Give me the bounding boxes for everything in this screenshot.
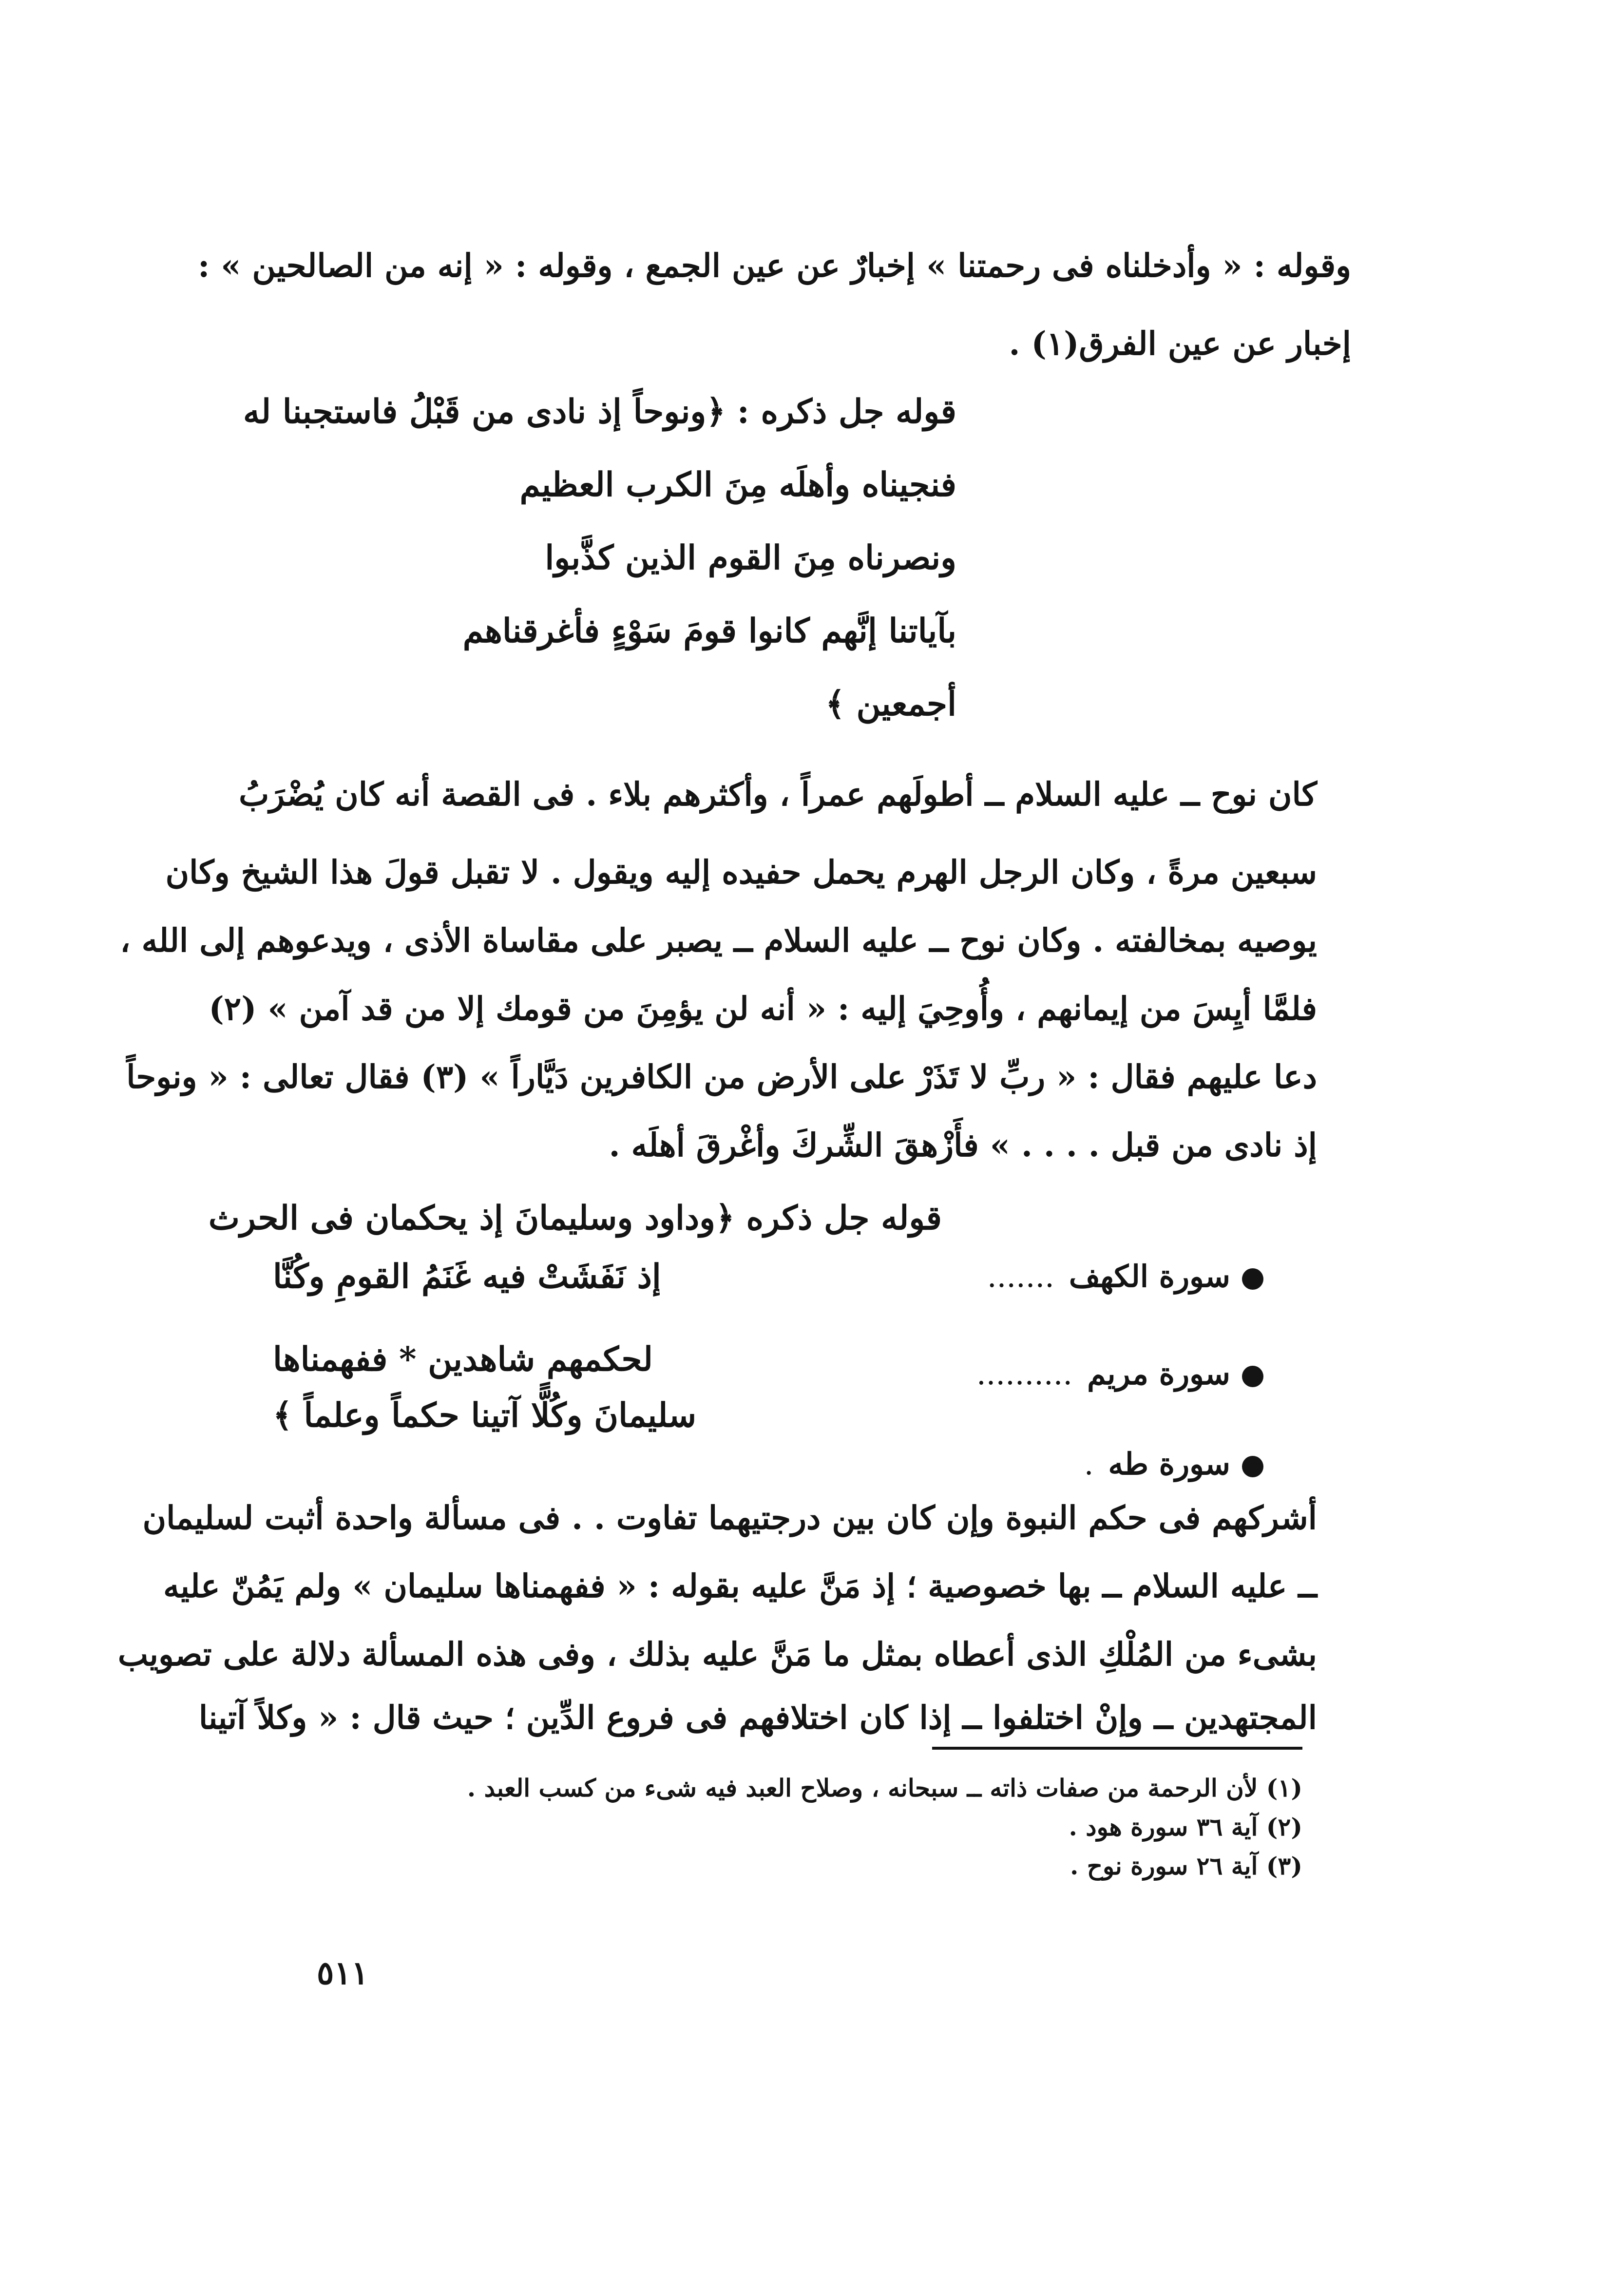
para2-line-4: المجتهدين ــ وإنْ اختلفوا ــ إذا كان اختلافهم فى فروع الدِّين ؛ حيث قال : « وكلاً آتينا (198, 1699, 1317, 1737)
para1-line-1: كان نوح ــ عليه السلام ــ أطولَهم عمراً ، وأكثرهم بلاء . فى القصة أنه كان يُضْرَبُ (239, 775, 1317, 813)
toc-item-label: سورة الكهف (1069, 1259, 1230, 1294)
para1-line-2: سبعين مرةً ، وكان الرجل الهرم يحمل حفيده إليه ويقول . لا تقبل قولَ هذا الشيخ وكان (165, 853, 1317, 891)
toc-item-taha (1084, 1442, 1263, 1486)
para1-line-5: دعا عليهم فقال : « ربِّ لا تَذَرْ على الأرض من الكافرين دَيَّاراً » (٣) فقال تعالى : « ونوحاً (126, 1058, 1317, 1096)
intro-line-1: وقوله : « وأدخلناه فى رحمتنا » إخبارٌ عن عين الجمع ، وقوله : « إنه من الصالحين » : (197, 247, 1351, 285)
intro-line-2: إخبار عن عين الفرق(١) . (1009, 325, 1351, 363)
footnote-1: (١) لأن الرحمة من صفات ذاته ــ سبحانه ، وصلاح العبد فيه شىء من كسب العبد . (467, 1774, 1302, 1802)
verse2-line-2: لحكمهم شاهدين * ففهمناها (273, 1340, 653, 1379)
bullet-icon (1242, 1268, 1263, 1290)
verse2-head: قوله جل ذكره ﴿وداود وسليمانَ إذ يحكمان فى الحرث (208, 1199, 942, 1238)
para1-line-3: يوصيه بمخالفته . وكان نوح ــ عليه السلام ــ يصبر على مقاساة الأذى ، ويدعوهم إلى الله ، (120, 921, 1317, 959)
page-number: ٥١١ (317, 1954, 369, 1992)
para1-line-4: فلمَّا أيِسَ من إيمانهم ، وأُوحِيَ إليه : « أنه لن يؤمِنَ من قومك إلا من قد آمن » (٢) (209, 990, 1317, 1028)
para2-line-1: أشركهم فى حكم النبوة وإن كان بين درجتيهما تفاوت . . فى مسألة واحدة أثبت لسليمان (142, 1499, 1317, 1537)
verse-line-1: قوله جل ذكره : ﴿ونوحاً إذ نادى من قَبْلُ فاستجبنا له (243, 392, 956, 431)
bullet-icon (1242, 1456, 1263, 1477)
footnote-2: (٢) آية ٣٦ سورة هود . (1069, 1813, 1302, 1841)
verse2-line-1: إذ نَفَشَتْ فيه غَنَمُ القومِ وكُنَّا (273, 1257, 661, 1296)
footnote-separator (932, 1747, 1302, 1750)
leader-dots: ....... (987, 1259, 1054, 1294)
para2-line-3: بشىء من المُلْكِ الذى أعطاه بمثل ما مَنَّ عليه بذلك ، وفى هذه المسألة دلالة على تصويب (117, 1635, 1317, 1673)
verse-line-4: بآياتنا إنَّهم كانوا قومَ سَوْءٍ فأغرقناهم (462, 611, 956, 650)
para1-line-6: إذ نادى من قبل . . . . » فأَزْهقَ الشِّركَ وأغْرقَ أهلَه . (609, 1126, 1317, 1164)
toc-item-label: سورة طه (1108, 1446, 1230, 1482)
toc-item-maryam (976, 1352, 1263, 1396)
toc-item-kahf (987, 1255, 1263, 1298)
footnote-3: (٣) آية ٢٦ سورة نوح . (1070, 1852, 1302, 1880)
para2-line-2: ــ عليه السلام ــ بها خصوصية ؛ إذ مَنَّ عليه بقوله : « ففهمناها سليمان » ولم يَمُنّ عليه (163, 1567, 1317, 1605)
bullet-icon (1242, 1366, 1263, 1387)
verse-line-5: أجمعين ﴾ (825, 685, 956, 724)
verse-line-2: فنجيناه وأهلَه مِنَ الكرب العظيم (519, 465, 956, 504)
leader-dots: . (1084, 1446, 1094, 1482)
toc-item-label: سورة مريم (1087, 1356, 1230, 1392)
verse2-line-3: سليمانَ وكُلًّا آتينا حكماً وعلماً ﴾ (273, 1396, 697, 1435)
leader-dots: .......... (976, 1356, 1073, 1392)
verse-line-3: ونصرناه مِنَ القوم الذين كذَّبوا (545, 538, 956, 577)
